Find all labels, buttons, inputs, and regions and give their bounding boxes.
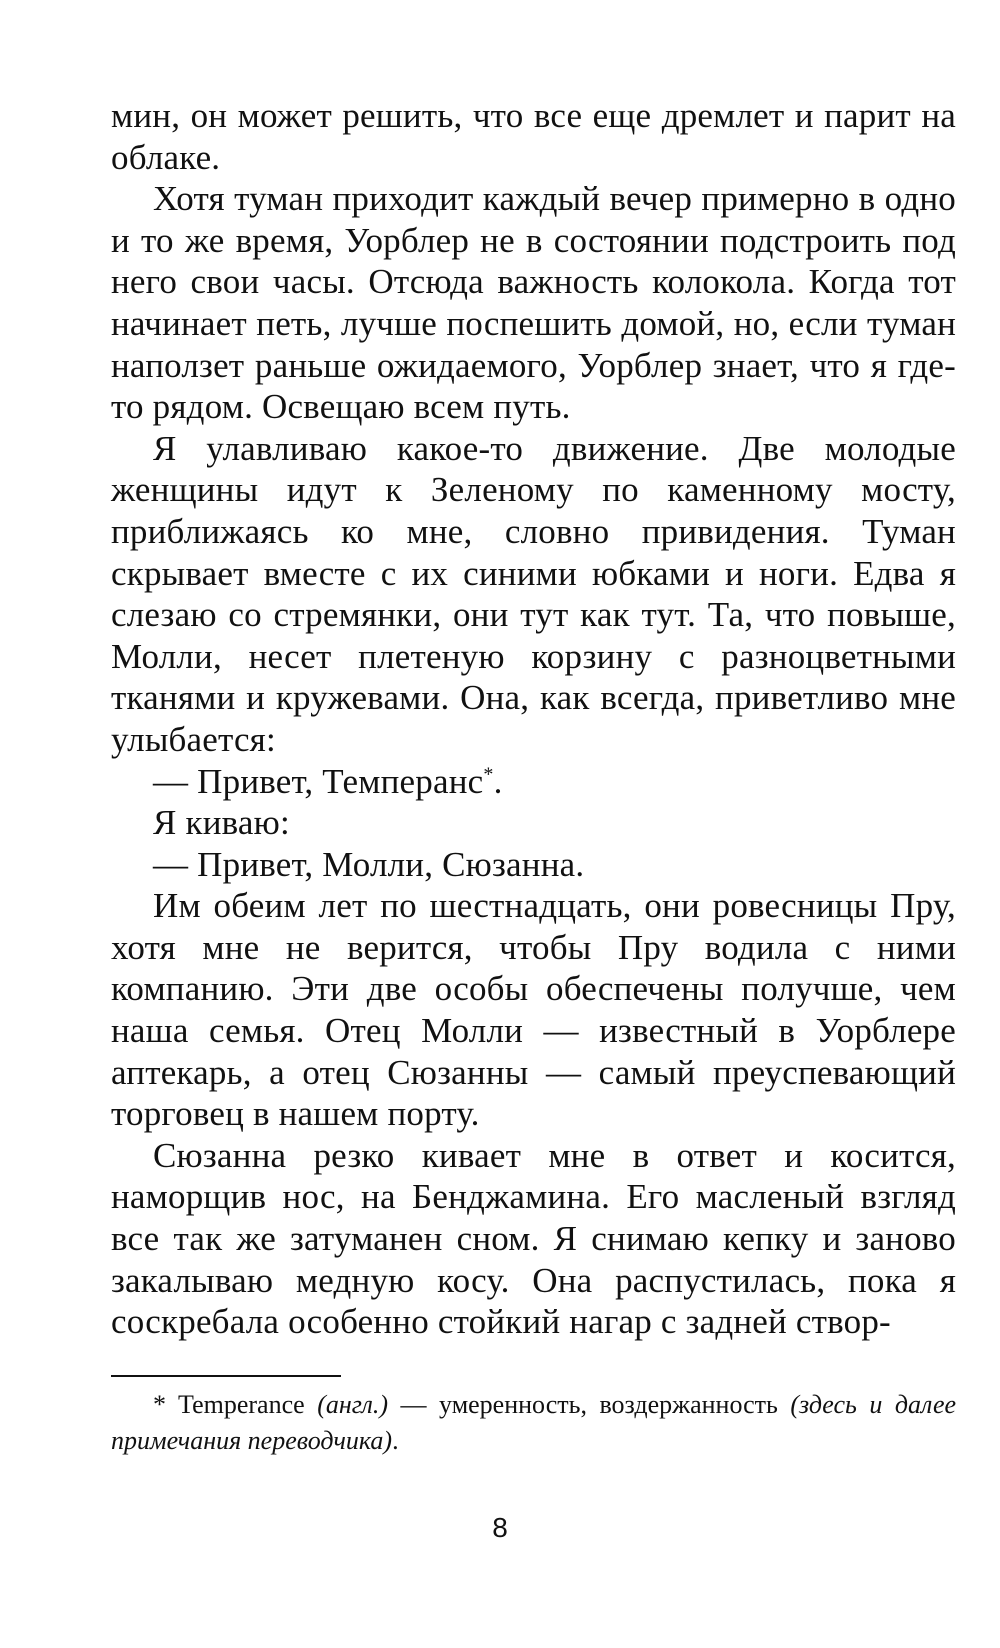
- footnote-end: .: [392, 1426, 399, 1455]
- footnote: [111, 1387, 956, 1459]
- paragraph-continuation: мин, он может решить, что все еще дремлет и парит на облаке.: [111, 96, 956, 177]
- paragraph: Хотя туман приходит каждый вечер примерно в одно и то же время, Уорблер не в состоянии подстроить под него свои часы. Отсюда важность колокола. Когда тот начинает петь, лучше поспешить домой, но, если туман наползет раньше ожидаемого, Уорблер знает, что я где-то рядом. Освещаю всем путь.: [111, 179, 956, 427]
- dialogue-text: — Привет, Темперанс: [153, 761, 484, 801]
- footnote-note: (здесь и далее примечания переводчика): [111, 1390, 957, 1455]
- footnote-reference: *: [483, 762, 494, 785]
- dialogue-line: — Привет, Молли, Сюзанна.: [153, 844, 585, 884]
- footnote-divider: [111, 1375, 341, 1377]
- main-text: [111, 95, 956, 1343]
- page-number: 8: [492, 1512, 508, 1543]
- paragraph: Им обеим лет по шестнадцать, они ровесницы Пру, хотя мне не верится, чтобы Пру водила с ними компанию. Эти две особы обеспечены получше, чем наша семья. Отец Молли — известный в Уорблере аптекарь, а отец Сюзанны — самый преуспевающий торговец в нашем порту.: [111, 886, 956, 1134]
- footnote-language: (англ.): [317, 1390, 389, 1419]
- footnote-text: [111, 1387, 956, 1459]
- footnote-definition: — умеренность, воздержанность: [400, 1390, 778, 1419]
- paragraph: Сюзанна резко кивает мне в ответ и косится, наморщив нос, на Бенджамина. Его масленый взгляд все так же затуманен сном. Я снимаю кепку и заново закалываю медную косу. Она распустилась, пока я соскребала особенно стойкий нагар с задней створ-: [111, 1135, 956, 1342]
- dialogue-line: [111, 761, 956, 803]
- footnote-term: Temperance: [178, 1390, 305, 1419]
- footnote-mark: *: [153, 1390, 166, 1419]
- paragraph: Я улавливаю какое-то движение. Две молодые женщины идут к Зеленому по каменному мосту, приближаясь ко мне, словно привидения. Туман скрывает вместе с их синими юбками и ноги. Едва я слезаю со стремянки, они тут как тут. Та, что повыше, Молли, несет плетеную корзину с разноцветными тканями и кружевами. Она, как всегда, приветливо мне улыбается:: [111, 428, 956, 759]
- dialogue-end: .: [493, 761, 503, 801]
- paragraph: Я киваю:: [153, 803, 290, 843]
